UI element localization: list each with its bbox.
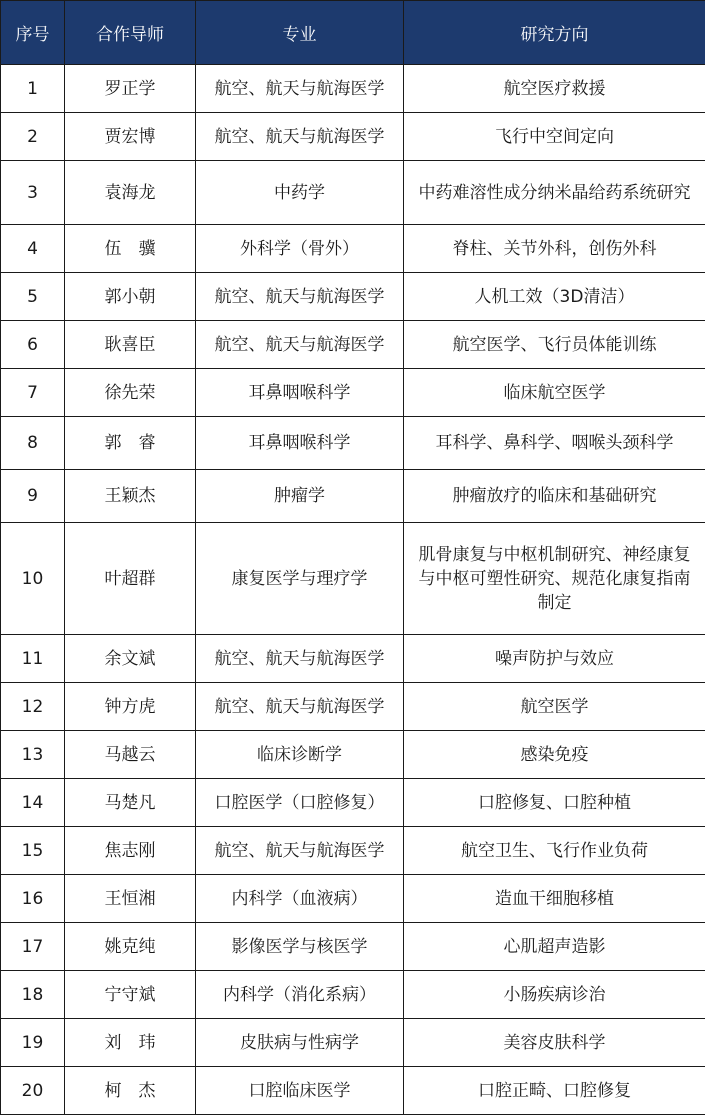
- table-row: [1, 470, 705, 523]
- table-row: [1, 731, 705, 779]
- cell-direction: 航空医学、飞行员体能训练: [404, 321, 705, 369]
- table-row: [1, 779, 705, 827]
- cell-num: 2: [1, 113, 65, 161]
- cell-direction: 人机工效（3D清洁）: [404, 273, 705, 321]
- table-row: [1, 113, 705, 161]
- cell-name: 焦志刚: [65, 827, 196, 875]
- cell-name: 贾宏博: [65, 113, 196, 161]
- table-row: [1, 523, 705, 635]
- table-row: [1, 1067, 705, 1115]
- cell-direction: 肿瘤放疗的临床和基础研究: [404, 470, 705, 523]
- cell-major: 航空、航天与航海医学: [196, 635, 404, 683]
- table-row: [1, 417, 705, 470]
- cell-num: 8: [1, 417, 65, 470]
- cell-major: 航空、航天与航海医学: [196, 65, 404, 113]
- cell-name: 王颖杰: [65, 470, 196, 523]
- cell-major: 口腔医学（口腔修复）: [196, 779, 404, 827]
- cell-num: 15: [1, 827, 65, 875]
- cell-major: 航空、航天与航海医学: [196, 321, 404, 369]
- cell-direction: 心肌超声造影: [404, 923, 705, 971]
- cell-major: 内科学（血液病）: [196, 875, 404, 923]
- table-row: [1, 161, 705, 225]
- table-row: [1, 273, 705, 321]
- cell-num: 10: [1, 523, 65, 635]
- cell-num: 14: [1, 779, 65, 827]
- cell-major: 中药学: [196, 161, 404, 225]
- table-row: [1, 827, 705, 875]
- table-row: [1, 369, 705, 417]
- cell-num: 4: [1, 225, 65, 273]
- cell-num: 6: [1, 321, 65, 369]
- cell-name: 耿喜臣: [65, 321, 196, 369]
- table-row: [1, 635, 705, 683]
- cell-direction: 口腔正畸、口腔修复: [404, 1067, 705, 1115]
- header-major: 专业: [196, 1, 404, 65]
- cell-major: 外科学（骨外）: [196, 225, 404, 273]
- cell-major: 航空、航天与航海医学: [196, 827, 404, 875]
- header-direction: 研究方向: [404, 1, 705, 65]
- cell-name: 宁守斌: [65, 971, 196, 1019]
- header-num: 序号: [1, 1, 65, 65]
- cell-num: 9: [1, 470, 65, 523]
- cell-num: 13: [1, 731, 65, 779]
- cell-major: 康复医学与理疗学: [196, 523, 404, 635]
- cell-name: 柯 杰: [65, 1067, 196, 1115]
- cell-name: 徐先荣: [65, 369, 196, 417]
- cell-direction: 航空医疗救援: [404, 65, 705, 113]
- cell-name: 马楚凡: [65, 779, 196, 827]
- cell-major: 航空、航天与航海医学: [196, 113, 404, 161]
- cell-direction: 航空医学: [404, 683, 705, 731]
- cell-num: 17: [1, 923, 65, 971]
- cell-direction: 中药难溶性成分纳米晶给药系统研究: [404, 161, 705, 225]
- cell-num: 1: [1, 65, 65, 113]
- cell-major: 航空、航天与航海医学: [196, 683, 404, 731]
- cell-num: 3: [1, 161, 65, 225]
- cell-name: 刘 玮: [65, 1019, 196, 1067]
- cell-direction: 感染免疫: [404, 731, 705, 779]
- cell-num: 12: [1, 683, 65, 731]
- cell-name: 马越云: [65, 731, 196, 779]
- cell-name: 郭小朝: [65, 273, 196, 321]
- table-row: [1, 65, 705, 113]
- cell-name: 郭 睿: [65, 417, 196, 470]
- table-row: [1, 971, 705, 1019]
- cell-direction: 飞行中空间定向: [404, 113, 705, 161]
- cell-name: 袁海龙: [65, 161, 196, 225]
- cell-name: 王恒湘: [65, 875, 196, 923]
- cell-num: 16: [1, 875, 65, 923]
- cell-name: 叶超群: [65, 523, 196, 635]
- table-row: [1, 875, 705, 923]
- header-name: 合作导师: [65, 1, 196, 65]
- cell-major: 口腔临床医学: [196, 1067, 404, 1115]
- table-row: [1, 683, 705, 731]
- cell-major: 皮肤病与性病学: [196, 1019, 404, 1067]
- cell-name: 罗正学: [65, 65, 196, 113]
- cell-direction: 航空卫生、飞行作业负荷: [404, 827, 705, 875]
- cell-major: 航空、航天与航海医学: [196, 273, 404, 321]
- cell-num: 20: [1, 1067, 65, 1115]
- cell-direction: 脊柱、关节外科，创伤外科: [404, 225, 705, 273]
- cell-num: 18: [1, 971, 65, 1019]
- cell-direction: 美容皮肤科学: [404, 1019, 705, 1067]
- cell-major: 临床诊断学: [196, 731, 404, 779]
- cell-direction: 耳科学、鼻科学、咽喉头颈科学: [404, 417, 705, 470]
- cell-num: 5: [1, 273, 65, 321]
- cell-direction: 肌骨康复与中枢机制研究、神经康复与中枢可塑性研究、规范化康复指南制定: [404, 523, 705, 635]
- table-row: [1, 225, 705, 273]
- cell-major: 影像医学与核医学: [196, 923, 404, 971]
- table-row: [1, 1019, 705, 1067]
- table-row: [1, 923, 705, 971]
- cell-name: 钟方虎: [65, 683, 196, 731]
- cell-major: 耳鼻咽喉科学: [196, 369, 404, 417]
- cell-major: 肿瘤学: [196, 470, 404, 523]
- cell-major: 耳鼻咽喉科学: [196, 417, 404, 470]
- cell-num: 11: [1, 635, 65, 683]
- cell-direction: 口腔修复、口腔种植: [404, 779, 705, 827]
- cell-major: 内科学（消化系病）: [196, 971, 404, 1019]
- cell-name: 伍 骥: [65, 225, 196, 273]
- cell-direction: 小肠疾病诊治: [404, 971, 705, 1019]
- cell-direction: 造血干细胞移植: [404, 875, 705, 923]
- cell-name: 姚克纯: [65, 923, 196, 971]
- table-header-row: [1, 1, 705, 65]
- table-row: [1, 321, 705, 369]
- cell-name: 余文斌: [65, 635, 196, 683]
- cell-num: 7: [1, 369, 65, 417]
- cell-num: 19: [1, 1019, 65, 1067]
- cell-direction: 临床航空医学: [404, 369, 705, 417]
- cell-direction: 噪声防护与效应: [404, 635, 705, 683]
